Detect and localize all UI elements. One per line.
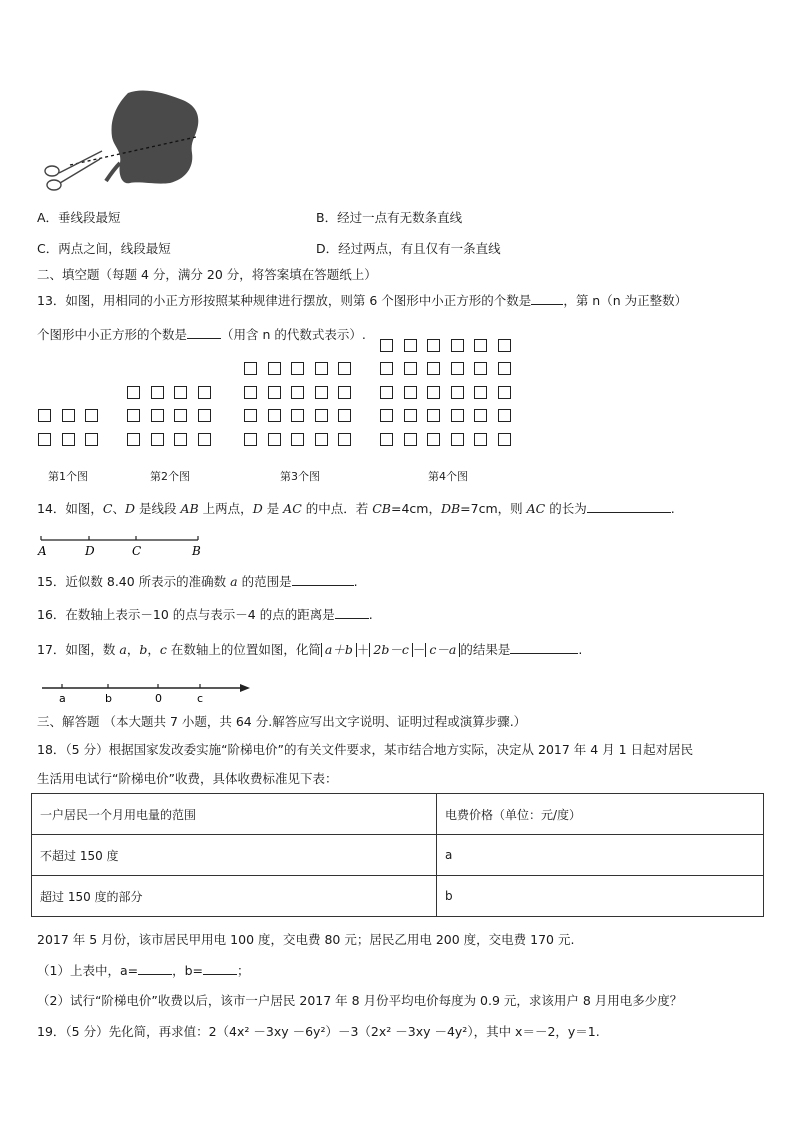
small-square — [291, 433, 304, 446]
small-square — [244, 362, 257, 375]
question-13-line1: 13．如图，用相同的小正方形按照某种规律进行摆放，则第 6 个图形中小正方形的个数是 ，第 n（n 为正整数） — [37, 293, 688, 308]
small-square — [315, 433, 328, 446]
absolute-value: a＋b — [321, 643, 357, 657]
small-square — [315, 409, 328, 422]
segment-figure — [36, 530, 211, 560]
small-square — [174, 409, 187, 422]
small-square — [244, 386, 257, 399]
small-square — [404, 409, 417, 422]
small-square — [380, 433, 393, 446]
small-square — [380, 409, 393, 422]
figure-caption: 第1个图 — [48, 470, 88, 483]
small-square — [498, 433, 511, 446]
small-square — [404, 433, 417, 446]
absolute-value: c－a — [425, 643, 460, 657]
point-label: C — [132, 544, 142, 558]
small-square — [451, 362, 464, 375]
small-square — [174, 433, 187, 446]
small-square — [404, 362, 417, 375]
small-square — [451, 339, 464, 352]
small-square — [151, 386, 164, 399]
small-square — [85, 433, 98, 446]
small-square — [451, 409, 464, 422]
table-row — [32, 794, 764, 835]
question-17: 17．如图，数 a，b，c 在数轴上的位置如图，化简 a＋b ＋ 2b－c － c－a 的结果是 . — [37, 642, 583, 657]
small-square — [427, 386, 440, 399]
small-square — [38, 433, 51, 446]
answer-blank — [531, 292, 563, 305]
question-18-sub1: （1）上表中，a= ，b= ； — [37, 963, 250, 978]
question-15: 15．近似数 8.40 所表示的准确数 a 的范围是 . — [37, 574, 358, 589]
small-square — [151, 409, 164, 422]
leaf-shape — [112, 91, 199, 184]
small-square — [474, 433, 487, 446]
small-square — [174, 386, 187, 399]
figure-caption: 第4个图 — [428, 470, 468, 483]
arrow-icon — [240, 684, 250, 692]
section-2-heading: 二、填空题（每题 4 分，满分 20 分，将答案填在答题纸上） — [37, 267, 377, 282]
answer-blank — [510, 641, 578, 654]
small-square — [380, 339, 393, 352]
question-18-line3: 2017 年 5 月份，该市居民甲用电 100 度，交电费 80 元；居民乙用电 200 度，交电费 170 元. — [37, 932, 575, 947]
small-square — [427, 409, 440, 422]
small-square — [338, 362, 351, 375]
small-square — [291, 362, 304, 375]
small-square — [151, 433, 164, 446]
table-cell: 不超过 150 度 — [32, 835, 437, 876]
answer-blank — [187, 326, 221, 339]
question-18-line2: 生活用电试行“阶梯电价”收费，具体收费标准见下表： — [37, 771, 338, 786]
figure-caption: 第2个图 — [150, 470, 190, 483]
axis-label: c — [197, 692, 204, 705]
small-square — [244, 433, 257, 446]
axis-label: 0 — [155, 692, 162, 705]
small-square — [268, 386, 281, 399]
small-square — [198, 386, 211, 399]
table-header-cell: 一户居民一个月用电量的范围 — [32, 794, 437, 835]
small-square — [498, 409, 511, 422]
table-header-cell: 电费价格（单位：元/度） — [437, 794, 764, 835]
small-square — [315, 362, 328, 375]
small-square — [127, 409, 140, 422]
small-square — [62, 433, 75, 446]
small-square — [451, 386, 464, 399]
option-a: A．垂线段最短 — [37, 210, 121, 225]
small-square — [380, 386, 393, 399]
small-square — [62, 409, 75, 422]
option-b: B．经过一点有无数条直线 — [316, 210, 463, 225]
leaf-scissors-figure — [40, 85, 205, 200]
axis-label: b — [105, 692, 112, 705]
small-square — [427, 339, 440, 352]
small-square — [338, 433, 351, 446]
small-square — [338, 386, 351, 399]
small-square — [127, 386, 140, 399]
point-label: D — [85, 544, 95, 558]
table-row — [32, 835, 764, 876]
table-cell: a — [437, 835, 764, 876]
small-square — [474, 409, 487, 422]
small-square — [291, 386, 304, 399]
table-cell: b — [437, 876, 764, 917]
small-square — [198, 433, 211, 446]
axis-label: a — [59, 692, 66, 705]
small-square — [404, 386, 417, 399]
small-square — [427, 433, 440, 446]
small-square — [268, 362, 281, 375]
question-19: 19．（5 分）先化简，再求值：2（4x² －3xy －6y²）－3（2x² －3xy －4y²），其中 x＝－2，y＝1. — [37, 1024, 600, 1039]
small-square — [404, 339, 417, 352]
small-square — [198, 409, 211, 422]
small-square — [127, 433, 140, 446]
point-label: A — [38, 544, 47, 558]
small-square — [474, 386, 487, 399]
small-square — [474, 339, 487, 352]
small-square — [338, 409, 351, 422]
scissors-icon — [45, 151, 102, 190]
answer-blank — [292, 573, 354, 586]
answer-blank — [587, 500, 671, 513]
small-square — [474, 362, 487, 375]
number-line-figure — [38, 680, 258, 708]
small-square — [498, 386, 511, 399]
small-square — [427, 362, 440, 375]
small-square — [451, 433, 464, 446]
small-square — [498, 362, 511, 375]
answer-blank — [138, 962, 172, 975]
fee-table — [31, 793, 764, 917]
small-square — [315, 386, 328, 399]
point-label: B — [192, 544, 201, 558]
small-square — [498, 339, 511, 352]
question-18-sub2: （2）试行“阶梯电价”收费以后，该市一户居民 2017 年 8 月份平均电价每度为 0.9 元，求该用户 8 月用电多少度？ — [37, 993, 683, 1008]
table-row — [32, 876, 764, 917]
small-square — [38, 409, 51, 422]
figure-caption: 第3个图 — [280, 470, 320, 483]
small-square — [244, 409, 257, 422]
small-square — [268, 433, 281, 446]
question-14: 14．如图，C、D 是线段 AB 上两点，D 是 AC 的中点．若 CB=4cm，DB=7cm，则 AC 的长为 . — [37, 501, 675, 516]
question-16: 16．在数轴上表示－10 的点与表示－4 的点的距离是 . — [37, 607, 373, 622]
small-square — [268, 409, 281, 422]
answer-blank — [335, 606, 369, 619]
option-c: C．两点之间，线段最短 — [37, 241, 171, 256]
question-18-line1: 18．（5 分）根据国家发改委实施“阶梯电价”的有关文件要求，某市结合地方实际，决定从 2017 年 4 月 1 日起对居民 — [37, 742, 694, 757]
small-square — [380, 362, 393, 375]
answer-blank — [203, 962, 237, 975]
option-d: D．经过两点，有且仅有一条直线 — [316, 241, 501, 256]
question-13-line2: 个图形中小正方形的个数是 （用含 n 的代数式表示）. — [37, 327, 366, 342]
small-square — [85, 409, 98, 422]
table-cell: 超过 150 度的部分 — [32, 876, 437, 917]
absolute-value: 2b－c — [369, 643, 412, 657]
small-square — [291, 409, 304, 422]
section-3-heading: 三、解答题 （本大题共 7 小题，共 64 分.解答应写出文字说明、证明过程或演算步骤.） — [37, 714, 527, 729]
